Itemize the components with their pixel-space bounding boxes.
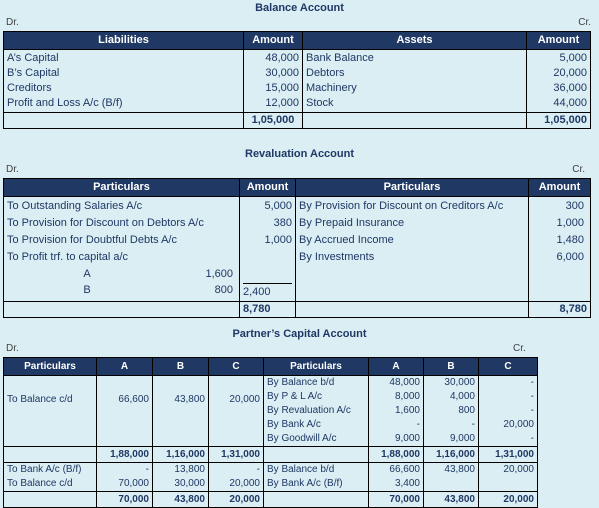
revaluation-total-row xyxy=(4,302,591,318)
capital-debit-b: 30,000 xyxy=(174,478,205,489)
capital-credit-a: 48,000 xyxy=(389,377,420,388)
capital-credit-c: - xyxy=(530,405,534,416)
asset-amount: 5,000 xyxy=(559,52,587,64)
revaluation-debit-label: To Outstanding Salaries A/c xyxy=(7,200,143,212)
revaluation-debit-amount: 380 xyxy=(273,217,292,229)
liability-label: A’s Capital xyxy=(7,52,59,64)
capital-credit-label: By Balance b/d xyxy=(267,377,335,388)
capital-credit-b: 9,000 xyxy=(449,433,475,444)
capital-credit-a: 3,400 xyxy=(394,478,420,489)
header-amount: Amount xyxy=(527,32,591,50)
capital-total-c: 1,31,000 xyxy=(209,447,264,463)
capital-credit-label: By Revaluation A/c xyxy=(267,405,351,416)
header-amount: Amount xyxy=(529,179,591,197)
capital-credit-label: By P & L A/c xyxy=(267,391,323,402)
revaluation-credit-amount: 1,000 xyxy=(556,217,584,229)
capital-credit-c: 20,000 xyxy=(503,464,534,475)
revaluation-debit-label: To Provision for Doubtful Debts A/c xyxy=(7,234,177,246)
capital-total-b: 43,800 xyxy=(153,492,209,508)
liability-amount: 12,000 xyxy=(265,97,299,109)
capital-debit-a: - xyxy=(145,464,149,475)
capital-total-a: 70,000 xyxy=(369,492,424,508)
header-a: A xyxy=(369,358,424,376)
capital-credit-b: - xyxy=(471,419,475,430)
capital-credit-b: 4,000 xyxy=(449,391,475,402)
capital-credit-c xyxy=(482,477,534,491)
capital-debit-a: 66,600 xyxy=(97,376,153,447)
capital-total-a: 70,000 xyxy=(97,492,153,508)
capital-credit-label: By Balance b/d xyxy=(267,464,335,475)
balance-table xyxy=(3,31,591,129)
liability-label: B’s Capital xyxy=(7,67,60,79)
capital-debit-b: 13,800 xyxy=(174,464,205,475)
liability-label: Profit and Loss A/c (B/f) xyxy=(7,97,123,109)
capital-credit-c: - xyxy=(530,377,534,388)
balance-title: Balance Account xyxy=(255,2,344,14)
header-amount: Amount xyxy=(244,32,303,50)
capital-total-row-2 xyxy=(4,492,538,508)
capital-credit-b: 800 xyxy=(458,405,475,416)
capital-credit-a: 1,600 xyxy=(394,405,420,416)
capital-credit-b: 43,800 xyxy=(444,464,475,475)
capital-credit-label: By Goodwill A/c xyxy=(267,433,337,444)
capital-total-row-1 xyxy=(4,447,538,463)
asset-amount: 36,000 xyxy=(553,82,587,94)
asset-label: Machinery xyxy=(306,82,357,94)
capital-header-row xyxy=(4,358,538,376)
header-a: A xyxy=(97,358,153,376)
share-b-value: 800 xyxy=(214,284,233,296)
capital-debit-b: 43,800 xyxy=(153,376,209,447)
liability-amount: 15,000 xyxy=(265,82,299,94)
capital-table xyxy=(3,357,538,508)
capital-body-row-1 xyxy=(4,376,538,447)
revaluation-dr: Dr. xyxy=(6,164,19,175)
capital-credit-a: 9,000 xyxy=(394,433,420,444)
revaluation-table xyxy=(3,178,591,318)
asset-label: Debtors xyxy=(306,67,345,79)
revaluation-credit-label: By Provision for Discount on Creditors A/c xyxy=(299,200,504,212)
capital-debit-label: To Balance c/d xyxy=(7,478,73,489)
liability-amount: 48,000 xyxy=(265,52,299,64)
share-a-label: A xyxy=(83,268,91,280)
capital-total-b: 1,16,000 xyxy=(424,447,479,463)
header-particulars: Particulars xyxy=(264,358,369,376)
header-c: C xyxy=(209,358,264,376)
capital-credit-a: 8,000 xyxy=(394,391,420,402)
revaluation-credit-amount: 6,000 xyxy=(556,251,584,263)
capital-debit-a: 70,000 xyxy=(118,478,149,489)
asset-label: Bank Balance xyxy=(306,52,374,64)
header-assets: Assets xyxy=(303,32,527,50)
share-b-label: B xyxy=(83,284,91,296)
revaluation-debit-label: To Provision for Discount on Debtors A/c xyxy=(7,217,204,229)
revaluation-debit-amount: 1,000 xyxy=(264,234,292,246)
revaluation-credit-label: By Prepaid Insurance xyxy=(299,217,405,229)
balance-cr: Cr. xyxy=(578,17,591,28)
header-liabilities: Liabilities xyxy=(4,32,244,50)
revaluation-credit-amount: 300 xyxy=(565,200,584,212)
capital-credit-c: - xyxy=(530,391,534,402)
capital-total-c: 20,000 xyxy=(209,492,264,508)
capital-debit-label: To Bank A/c (B/f) xyxy=(7,464,82,475)
capital-total-a: 1,88,000 xyxy=(97,447,153,463)
header-c: C xyxy=(479,358,538,376)
balance-total-row xyxy=(4,113,591,129)
asset-amount: 44,000 xyxy=(553,97,587,109)
capital-debit-c: 20,000 xyxy=(209,376,264,447)
capital-dr: Dr. xyxy=(6,343,19,354)
liability-label: Creditors xyxy=(7,82,52,94)
capital-total-a: 1,88,000 xyxy=(369,447,424,463)
revaluation-credit-label: By Accrued Income xyxy=(299,234,394,246)
capital-total-c: 20,000 xyxy=(479,492,538,508)
capital-body-row-2 xyxy=(4,463,538,492)
capital-credit-c: 20,000 xyxy=(503,419,534,430)
capital-credit-b xyxy=(427,477,475,491)
revaluation-title: Revaluation Account xyxy=(245,148,354,160)
capital-total-b: 1,16,000 xyxy=(153,447,209,463)
capital-total-c: 1,31,000 xyxy=(479,447,538,463)
capital-credit-label: By Bank A/c xyxy=(267,419,321,430)
revaluation-cr: Cr. xyxy=(572,164,585,175)
header-amount: Amount xyxy=(240,179,296,197)
asset-amount: 20,000 xyxy=(553,67,587,79)
revaluation-body-row xyxy=(4,197,591,302)
balance-total-left: 1,05,000 xyxy=(244,113,303,129)
liability-amount: 30,000 xyxy=(265,67,299,79)
capital-credit-label: By Bank A/c (B/f) xyxy=(267,478,343,489)
capital-debit-label: To Balance c/d xyxy=(4,376,97,447)
revaluation-total-right: 8,780 xyxy=(529,302,591,318)
capital-debit-c: - xyxy=(256,464,260,475)
balance-header-row xyxy=(4,32,591,50)
header-particulars: Particulars xyxy=(4,179,240,197)
capital-credit-a: 66,600 xyxy=(389,464,420,475)
capital-cr: Cr. xyxy=(513,343,526,354)
header-b: B xyxy=(424,358,479,376)
header-particulars: Particulars xyxy=(296,179,529,197)
capital-total-b: 43,800 xyxy=(424,492,479,508)
header-b: B xyxy=(153,358,209,376)
revaluation-total-left: 8,780 xyxy=(240,302,296,318)
capital-debit-c: 20,000 xyxy=(229,478,260,489)
balance-total-right: 1,05,000 xyxy=(527,113,591,129)
balance-dr: Dr. xyxy=(6,17,19,28)
revaluation-credit-amount: 1,480 xyxy=(556,234,584,246)
capital-title: Partner’s Capital Account xyxy=(232,328,367,340)
header-particulars: Particulars xyxy=(4,358,97,376)
revaluation-debit-amount xyxy=(243,249,292,266)
capital-credit-c: - xyxy=(530,433,534,444)
capital-credit-a: - xyxy=(416,419,420,430)
revaluation-debit-amount: 5,000 xyxy=(264,200,292,212)
capital-credit-b: 30,000 xyxy=(444,377,475,388)
share-a-value: 1,600 xyxy=(205,268,233,280)
revaluation-debit-label: To Profit trf. to capital a/c xyxy=(7,251,129,263)
balance-body-row xyxy=(4,50,591,113)
revaluation-credit-label: By Investments xyxy=(299,251,375,263)
profit-total: 2,400 xyxy=(243,283,292,301)
asset-label: Stock xyxy=(306,97,334,109)
revaluation-header-row xyxy=(4,179,591,197)
